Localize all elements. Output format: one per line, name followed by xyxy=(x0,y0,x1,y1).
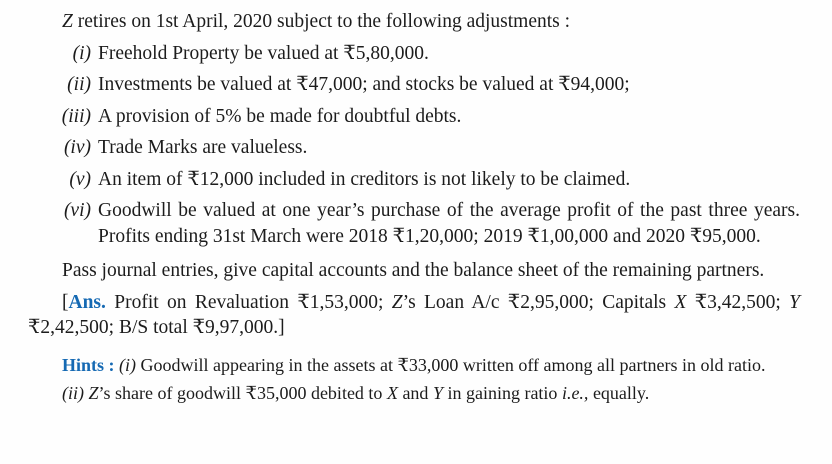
text-segment: Z xyxy=(62,11,73,32)
hints-label: Hints : xyxy=(62,354,115,375)
paragraph xyxy=(28,9,800,35)
list-item xyxy=(28,104,800,130)
text-segment: in gaining ratio xyxy=(442,383,562,403)
list-item xyxy=(28,41,800,67)
text-segment: Goodwill appearing in the assets at ₹33,000 written off among all partners in old ratio. xyxy=(136,354,766,375)
list-marker: (i) xyxy=(72,42,91,64)
paragraph xyxy=(28,354,800,378)
text-segment: ’s share of goodwill ₹35,000 debited to xyxy=(98,383,387,403)
text-segment: Pass journal entries, give capital accounts and the balance sheet of the remaining partners. xyxy=(62,260,765,281)
text-segment: Y xyxy=(432,383,443,403)
text-segment: Y xyxy=(789,291,800,313)
text-segment: X xyxy=(386,383,398,403)
text-segment: Freehold Property be valued at ₹5,80,000. xyxy=(98,42,429,64)
list-item xyxy=(28,198,800,249)
list-marker: (iii) xyxy=(61,105,91,127)
text-segment: [ xyxy=(62,291,69,313)
text-segment: A provision of 5% be made for doubtful debts. xyxy=(98,105,462,127)
paragraph xyxy=(28,290,800,341)
text-segment: Trade Marks are valueless. xyxy=(98,137,308,158)
answer-label: Ans. xyxy=(68,291,106,313)
text-segment: (i) xyxy=(119,354,137,375)
list-marker: (vi) xyxy=(63,200,91,221)
text-segment: i.e., xyxy=(561,383,589,403)
list-marker: (v) xyxy=(69,168,91,190)
text-segment: ’s Loan A/c ₹2,95,000; Capitals xyxy=(402,291,675,313)
list-marker: (ii) xyxy=(67,74,91,95)
paragraph xyxy=(28,382,800,406)
list-item xyxy=(28,135,800,161)
text-segment: Z xyxy=(391,291,403,313)
text-segment: An item of ₹12,000 included in creditors is not likely to be claimed. xyxy=(98,168,631,190)
text-segment: equally. xyxy=(588,383,650,403)
text-segment: Goodwill be valued at one year’s purchase of the average profit of the past three years. Profits ending 31st March were 2018 ₹1,20,000; 2019 ₹1,00,000 and 2020 ₹95,000. xyxy=(98,200,800,247)
text-segment: (ii) xyxy=(62,383,84,403)
text-segment: retires on 1st April, 2020 subject to the following adjustments : xyxy=(72,11,571,32)
list-item xyxy=(28,72,800,98)
text-segment: Z xyxy=(88,383,99,403)
text-segment: X xyxy=(674,291,687,313)
problem-text xyxy=(28,9,800,406)
paragraph xyxy=(28,258,800,284)
list-marker: (iv) xyxy=(63,137,91,158)
list-item xyxy=(28,167,800,193)
text-segment: and xyxy=(397,383,433,403)
text-segment: Profit on Revaluation ₹1,53,000; xyxy=(105,291,392,313)
text-segment: ₹3,42,500; xyxy=(686,291,790,313)
text-segment: ₹2,42,500; B/S total ₹9,97,000.] xyxy=(28,317,285,338)
text-segment: Investments be valued at ₹47,000; and stocks be valued at ₹94,000; xyxy=(98,74,630,95)
